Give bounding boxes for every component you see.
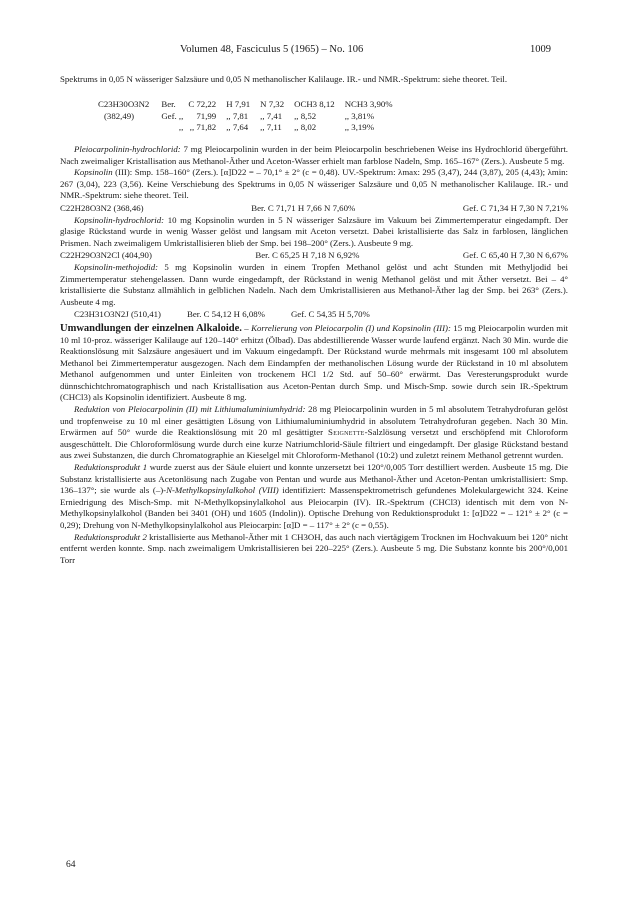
paragraph-text: 28 mg Pleiocarpolinin wurden in 5 ml absolutem Tetrahydrofuran gelöst und tropfenweise zu 10 ml einer gesättigten Lösung von Lithiumaluminiumhydrid in absolutem Tetrahydrofuran gegeben. Nach 30 Min. Erwärmen auf 50° wurde die Reaktionslösung mit 20 ml gesättigter [60,404,568,438]
value: 8,52 [300,110,317,121]
ditto-mark: ,, [260,122,265,133]
table-cell: 71,99 [196,110,217,121]
ditto-mark: ,, [344,122,350,133]
paragraph-spectrum: Spektrums in 0,05 N wässeriger Salzsäure und 0,05 N methanolischer Kalilauge. IR.- und NMR.-Spektrum: siehe theoret. Teil. [60,74,508,84]
table-cell: OCH3 8,12 [294,99,335,109]
section-heading: Umwandlungen der einzelnen Alkaloide. [60,322,242,334]
paragraph-text: wurde zuerst aus der Säule eluiert und konnte unzersetzt bei 120°/0,005 Torr destilliert werden. Ausbeute 15 mg. Die Substanz kristallisierte aus Acetonlösung nach Zugabe von Pentan und wurde aus Methanol-Äther und Aceton-Pentan umkristallisiert: Smp. 136–137°; sie wurde als (–)- [60,462,568,496]
table-cell: Ber. [161,99,176,109]
table-cell [260,111,294,123]
formula-found: Gef. C 71,34 H 7,30 N 7,21% [462,202,568,213]
paragraph-title: Kopsinolin [74,167,113,178]
table-row [98,99,398,111]
paragraph-reduktion [60,404,568,462]
table-cell: C23H30O3N2 [98,99,150,109]
paragraph-umwandlungen [60,323,568,404]
table-cell [260,122,294,134]
formula-line [60,203,568,215]
paragraph-title: Reduktionsprodukt 1 [74,462,148,473]
paragraph-reduktionsprodukt-1 [60,462,568,532]
page-number-value: 1009 [530,44,551,55]
formula-line [60,309,568,321]
paragraph-title: Pleiocarpolinin-hydrochlorid: [74,144,181,154]
ditto-mark: ,, [294,110,299,121]
table-cell [345,122,398,134]
table-cell [294,111,345,123]
table-cell [345,111,398,123]
paragraph-title: – Korrelierung von Pleiocarpolin (I) und Kopsinolin (III): [241,322,451,333]
paragraph-title: Kopsinolin-hydrochlorid: [74,214,165,225]
ditto-mark: ,, [294,122,299,133]
running-header [180,44,363,55]
value: 7,41 [266,110,283,121]
formula-calculated: Ber. C 71,71 H 7,66 N 7,60% [251,202,356,213]
table-cell: C 72,22 [188,99,217,109]
formula-found: Gef. C 65,40 H 7,30 N 6,67% [462,250,568,261]
table-cell: (382,49) [104,110,135,121]
paragraph-kopsinolin [60,167,568,202]
formula-found: Gef. C 54,35 H 5,70% [290,309,370,320]
table-cell: NCH3 3,90% [344,99,393,109]
header-title: Volumen 48, Fasciculus 5 (1965) – No. 106 [180,44,364,55]
paragraph-text: 7 mg Pleiocarpolinin wurden in der beim Pleiocarpolin beschriebenen Weise ins Hydrochlorid übergeführt. Nach zweimaliger Kristallisation aus Methanol-Äther und Aceton-Wasser erhielt man farblose Nadeln, Smp. 165–167° (Zers.). Ausbeute 5 mg. [60,144,568,166]
compound-name: N-Methylkopsinylalkohol (VIII) [166,485,279,496]
table-cell [226,111,260,123]
paragraph-text: kristallisierte aus Methanol-Äther mit 1 CH3OH, das auch nach viertägigem Trocknen im Hochvakuum bei 120° nicht entfernt werden konnte. Smp. nach zweimaligem Umkristallisieren bei 220–225° (Zers.). Ausbeute 5 mg. Die Substanz konnte bis 200°/0,001 Torr [60,531,568,565]
footer-page-number: 64 [66,860,76,870]
formula-calculated: Ber. C 54,12 H 6,08% [187,309,265,320]
ditto-mark: ,, [178,122,184,133]
name-smallcaps: Seignette [328,427,365,438]
paragraph-text: identifiziert: Massenspektrometrisch gefundenes Molekulargewicht 324. Keine Erniedrigung des Misch-Smp. mit N-Methylkopsinylalkohol aus Pleiocarpin (IV). IR.-Spektrum (CHCl3) identisch mit dem von N-Methylkopsinylalkohol (Banden bei 3401 (OH) und 1605 (Indolin)). Optische Drehung von Reduktionsprodukt 1: [α]D22 = – 121° ± 2° (c = 0,29); Drehung von N-Methylkopsinylalkohol aus Pleiocarpin: [α]D = – 117° ± 2° (c = 0,55). [60,485,568,530]
table-cell [161,122,188,134]
paragraph-text: 15 mg Pleiocarpolin wurden mit 10 ml 10-proz. wässeriger Kalilauge auf 120–140° erhitzt (Ölbad). Das abdestillierende Wasser wurde laufend ergänzt. Nach 30 Min. wurde die Reaktionslösung mit Salzsäure angesäuert und im Vakuum eingedampft. Der Rückstand wurde mehrmals mit insgesamt 100 ml absolutem Methanol bei Zimmertemperatur ausgezogen. Nach dem Eindampfen der methanolischen Lösung wurde der Rückstand in 10 ml absolutem Methanol aufgenommen und unter Einleiten von trockenem HCl 1/2 Std. auf 50–60° erwärmt. Das Veresterungsprodukt wurde dünnschichtchromatographisch und nach Kristallisation aus Aceton-Pentan durch Smp. und Misch-Smp. sowie durch sein IR.-Spektrum (CHCl3) als Kopsinolin identifiziert. Ausbeute 8 mg. [60,322,568,403]
value: 3,19% [351,122,375,133]
value: 7,64 [232,122,249,133]
value: 3,81% [351,110,375,121]
ditto-mark: ,, [226,122,231,133]
ditto-mark: ,, [260,110,265,121]
paragraph-title: Kopsinolin-methojodid: [74,261,159,272]
table-cell: H 7,91 [226,99,251,109]
value: 7,11 [266,122,282,133]
analysis-table-wrap [98,99,538,134]
formula-line [60,250,568,262]
gef-label: Gef. [161,110,177,121]
paragraph-methojodid [60,262,568,308]
table-cell: N 7,32 [260,99,285,109]
table-row [98,122,398,134]
paragraph-title: Reduktionsprodukt 2 [74,531,147,542]
formula-compound: C22H29O3N2Cl (404,90) [60,250,152,261]
paragraph-kopsinolin-hydrochlorid [60,215,568,250]
page-number [530,44,551,55]
table-row [98,111,398,123]
paragraph-hydrochlorid [60,144,568,167]
value: 8,02 [300,122,317,133]
value: 7,81 [232,110,249,121]
analysis-table [98,99,398,134]
paragraph-title: Reduktion von Pleiocarpolinin (II) mit Lithiumaluminiumhydrid: [74,404,306,415]
formula-compound: C22H28O3N2 (368,46) [60,202,144,213]
formula-calculated: Ber. C 65,25 H 7,18 N 6,92% [255,250,360,261]
table-cell [188,122,226,134]
paragraph-text: -Salzlösung versetzt und erschöpfend mit Chloroform ausgeschüttelt. Die Chloroformlösung wurde durch eine kurze Natriumchlorid-Säule filtriert und eingedampft. Der glasige Rückstand bestand aus zwei Substanzen, die durch Chromatographie an Kieselgel mit Chloroform-Methanol (10:2) und zuletzt reinem Methanol getrennt wurden. [60,427,568,461]
table-cell [294,122,345,134]
table-cell [98,122,161,134]
table-cell [161,111,188,123]
value: 71,82 [196,122,217,133]
content-block-2 [60,144,568,566]
ditto-mark: ,, [226,110,231,121]
paragraph-text: 5 mg Kopsinolin wurden in einem Tropfen Methanol gelöst und acht Stunden mit Methyljodid bei Zimmertemperatur stehengelassen. Dann wurde eingedampft, der Rückstand in wenig Methanol gelöst und mit Äther versetzt. Bei – 4° kristallisierte die Substanz allmählich in gelblichen Nadeln. Nach dem Umkristallisieren aus Methanol-Äther lag der Smp. bei 263° (Zers.). Ausbeute 4 mg. [60,261,568,307]
content-block-1 [60,74,568,86]
ditto-mark: ,, [189,122,195,133]
ditto-mark: ,, [178,110,184,121]
paragraph-reduktionsprodukt-2 [60,532,568,567]
table-cell [226,122,260,134]
ditto-mark: ,, [344,110,350,121]
paragraph-text: 10 mg Kopsinolin wurden in 5 N wässeriger Salzsäure im Vakuum bei Zimmertemperatur eingedampft. Der glasige Rückstand wurde in wenig Wasser gelöst und langsam mit Aceton versetzt. Dabei kristallisierte das Salz in farblosen, länglichen Prismen. Nach zweimaligem Umkristallisieren blieb der Smp. bei 198–200° (Zers.). Ausbeute 9 mg. [60,214,568,248]
paragraph-text: (III): Smp. 158–160° (Zers.). [α]D22 = – 70,1° ± 2° (c = 0,48). UV.-Spektrum: λmax: 295 (3,47), 244 (3,87), 205 (4,43); λmin: 267 (3,04), 223 (3,56). Keine Verschiebung des Spektrums in 0,05 N wässeriger Salzsäure und 0,05 N methanolischer Kalilauge. IR.- und NMR.-Spektrum: siehe theoret. Teil. [60,167,568,201]
formula-compound: C23H31O3N2J (510,41) [74,309,161,320]
